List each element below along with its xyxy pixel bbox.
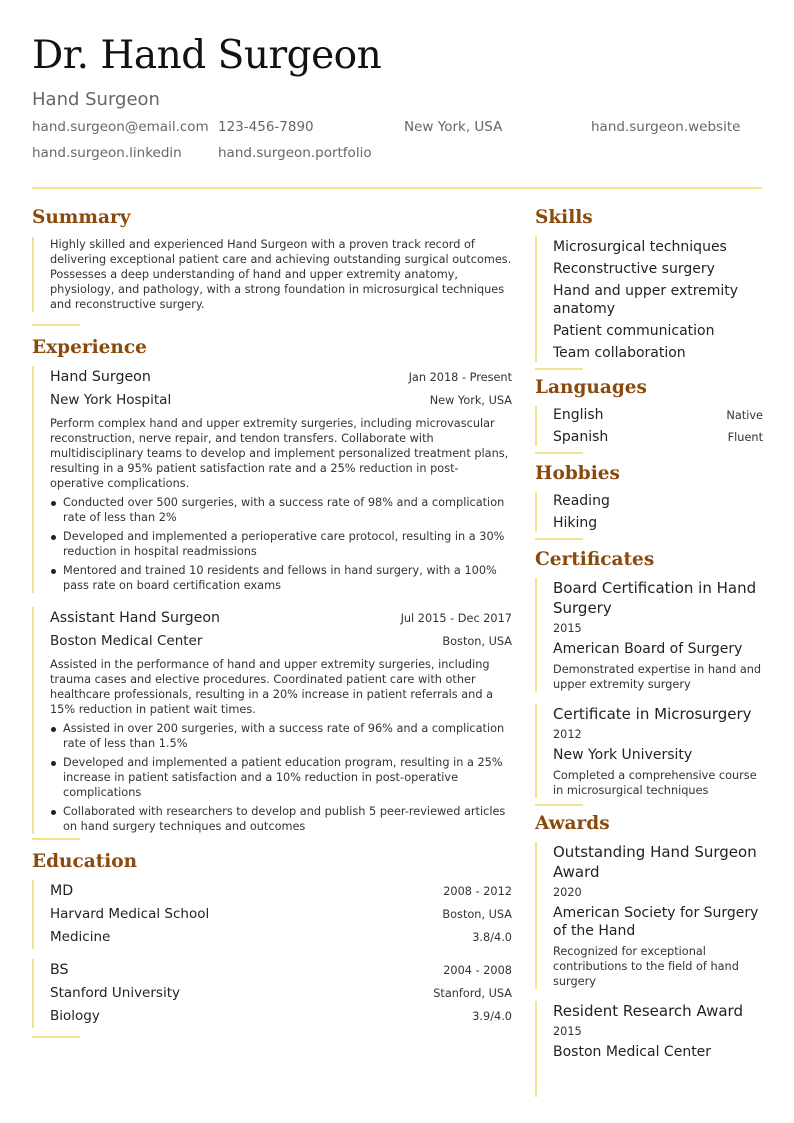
contact-portfolio[interactable]: hand.surgeon.portfolio: [218, 145, 372, 161]
language-level: Fluent: [727, 431, 763, 444]
job-dates: Jul 2015 - Dec 2017: [400, 612, 512, 625]
language-name: Spanish: [553, 429, 609, 445]
resume-header: [32, 34, 762, 178]
section-underline: [535, 804, 583, 806]
job-entry: [32, 366, 512, 593]
job-dates: Jan 2018 - Present: [408, 371, 512, 384]
contact-linkedin[interactable]: hand.surgeon.linkedin: [32, 145, 182, 161]
job-bullet: Collaborated with researchers to develop and publish 5 peer-reviewed articles on hand surgery techniques and outcomes: [50, 804, 512, 834]
skills-heading: Skills: [535, 207, 593, 228]
award-name: Outstanding Hand Surgeon Award: [553, 843, 757, 881]
right-column: [535, 206, 763, 1097]
summary-body: [32, 237, 512, 312]
award-name: Resident Research Award: [553, 1002, 743, 1020]
summary-text: Highly skilled and experienced Hand Surgeon with a proven track record of delivering exceptional patient care and achieving outstanding surgical outcomes. Possesses a deep understanding of hand and upper extremity anatomy, physiology, and pathology, with a strong foundation in microsurgical techniques and reconstructive surgery.: [50, 238, 512, 311]
edu-dates: 2004 - 2008: [443, 964, 512, 977]
skills-section: [535, 206, 763, 370]
awards-section: [535, 812, 763, 1097]
job-role: Hand Surgeon: [50, 369, 151, 385]
edu-location: Stanford, USA: [433, 987, 512, 1000]
award-org: American Society for Surgery of the Hand: [553, 905, 759, 939]
job-location: Boston, USA: [442, 635, 512, 648]
bullet-dot-icon: [51, 810, 56, 815]
education-entry: [32, 959, 512, 1028]
job-header: [50, 366, 512, 389]
award-year: 2020: [553, 886, 582, 899]
award-org: Boston Medical Center: [553, 1044, 712, 1060]
languages-list: [535, 406, 763, 446]
contact-info: [32, 118, 762, 178]
language-item: [553, 406, 763, 424]
certificate-desc: Completed a comprehensive course in microsurgical techniques: [553, 769, 757, 797]
job-org-row: [50, 630, 512, 653]
section-underline: [32, 1036, 80, 1038]
language-name: English: [553, 407, 604, 423]
experience-body: [32, 366, 512, 834]
hobby-item: Hiking: [553, 515, 598, 531]
job-role: Assistant Hand Surgeon: [50, 610, 221, 626]
language-level: Native: [726, 409, 763, 422]
certificate-org: New York University: [553, 747, 693, 763]
hobby-item: Reading: [553, 493, 610, 509]
edu-school: Harvard Medical School: [50, 906, 210, 922]
summary-heading: Summary: [32, 207, 131, 228]
job-entry: [32, 607, 512, 834]
job-bullet: Developed and implemented a patient education program, resulting in a 25% increase in patient satisfaction and a 10% reduction in post-operative complications: [50, 755, 512, 800]
certificate-year: 2012: [553, 728, 582, 741]
edu-degree: MD: [50, 883, 74, 899]
edu-gpa: 3.8/4.0: [472, 931, 512, 944]
edu-gpa: 3.9/4.0: [472, 1010, 512, 1023]
section-underline: [32, 838, 80, 840]
candidate-name: Dr. Hand Surgeon: [32, 33, 382, 78]
education-body: [32, 880, 512, 1028]
skill-item: Reconstructive surgery: [553, 261, 715, 277]
certificate-desc: Demonstrated expertise in hand and upper extremity surgery: [553, 663, 762, 691]
certificate-entry: [535, 578, 763, 692]
contact-location: New York, USA: [404, 119, 503, 135]
awards-list: [535, 842, 763, 1097]
job-header: [50, 607, 512, 630]
job-bullet: Mentored and trained 10 residents and fellows in hand surgery, with a 100% pass rate on board certification exams: [50, 563, 512, 593]
bullet-dot-icon: [51, 761, 56, 766]
skill-item: Team collaboration: [553, 345, 686, 361]
contact-phone[interactable]: 123-456-7890: [218, 119, 314, 135]
education-section: [32, 850, 512, 1038]
edu-field: Medicine: [50, 929, 111, 945]
certificates-section: [535, 548, 763, 806]
languages-heading: Languages: [535, 377, 647, 398]
hobbies-heading: Hobbies: [535, 463, 620, 484]
job-org: New York Hospital: [50, 392, 172, 408]
skill-item: Patient communication: [553, 323, 715, 339]
certificate-year: 2015: [553, 622, 582, 635]
certificate-name: Certificate in Microsurgery: [553, 705, 752, 723]
edu-school: Stanford University: [50, 985, 180, 1001]
job-description: Assisted in the performance of hand and upper extremity surgeries, including trauma cases and elective procedures. Coordinated patient care with other healthcare professionals, resulting in a 20% increase in patient referrals and a 15% reduction in patient wait times.: [50, 658, 494, 716]
bullet-dot-icon: [51, 569, 56, 574]
education-entry: [32, 880, 512, 949]
section-underline: [535, 538, 583, 540]
skill-item: Hand and upper extremity anatomy: [553, 283, 739, 317]
certificate-org: American Board of Surgery: [553, 641, 743, 657]
job-bullet: Assisted in over 200 surgeries, with a success rate of 96% and a complication rate of less than 1.5%: [50, 721, 512, 751]
bullet-dot-icon: [51, 501, 56, 506]
edu-location: Boston, USA: [442, 908, 512, 921]
hobbies-list: [535, 492, 763, 532]
contact-email[interactable]: hand.surgeon@email.com: [32, 119, 209, 135]
candidate-title: Hand Surgeon: [32, 89, 160, 110]
certificate-entry: [535, 704, 763, 798]
language-item: [553, 428, 763, 446]
section-underline: [32, 324, 80, 326]
education-heading: Education: [32, 851, 138, 872]
edu-dates: 2008 - 2012: [443, 885, 512, 898]
award-year: 2015: [553, 1025, 582, 1038]
award-entry: [535, 1001, 763, 1097]
header-divider: [32, 187, 762, 189]
left-column: [32, 206, 512, 1048]
award-desc: Recognized for exceptional contributions to the field of hand surgery: [553, 945, 739, 988]
job-org-row: [50, 389, 512, 412]
job-bullets: [50, 495, 512, 593]
section-underline: [535, 452, 583, 454]
bullet-dot-icon: [51, 727, 56, 732]
contact-website[interactable]: hand.surgeon.website: [591, 119, 741, 135]
job-bullet: Developed and implemented a perioperative care protocol, resulting in a 30% reduction in hospital readmissions: [50, 529, 512, 559]
awards-heading: Awards: [535, 813, 610, 834]
experience-heading: Experience: [32, 337, 147, 358]
skills-list: [535, 236, 763, 362]
job-org: Boston Medical Center: [50, 633, 203, 649]
summary-section: [32, 206, 512, 326]
bullet-dot-icon: [51, 535, 56, 540]
job-bullet: Conducted over 500 surgeries, with a success rate of 98% and a complication rate of less than 2%: [50, 495, 512, 525]
edu-field: Biology: [50, 1008, 100, 1024]
job-bullets: [50, 721, 512, 834]
certificates-list: [535, 578, 763, 798]
job-location: New York, USA: [429, 394, 512, 407]
experience-section: [32, 336, 512, 840]
skill-item: Microsurgical techniques: [553, 239, 727, 255]
certificates-heading: Certificates: [535, 549, 655, 570]
languages-section: [535, 376, 763, 454]
award-entry: [535, 842, 763, 989]
certificate-name: Board Certification in Hand Surgery: [553, 579, 757, 617]
section-underline: [535, 368, 583, 370]
hobbies-section: [535, 462, 763, 540]
edu-degree: BS: [50, 962, 69, 978]
job-description: Perform complex hand and upper extremity surgeries, including microvascular reconstruction, nerve repair, and tendon transfers. Collaborate with multidisciplinary teams to develop and implement personalized treatment plans, resulting in a 95% patient satisfaction rate and a 25% reduction in post-operative complications.: [50, 417, 509, 490]
